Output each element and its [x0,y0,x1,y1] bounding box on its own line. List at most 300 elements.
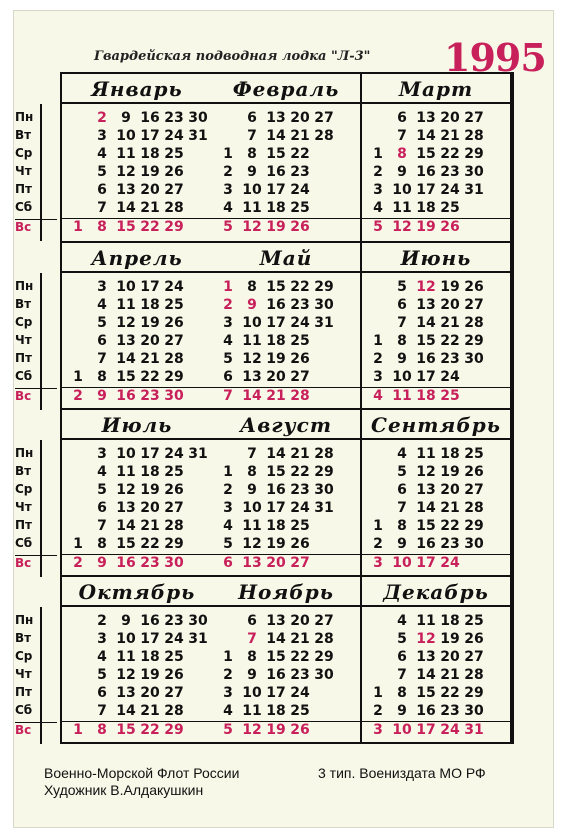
calendar-date: 15 [266,464,286,480]
weekday-label: Вт [15,631,32,645]
calendar-date: 27 [290,369,310,385]
week-row [212,518,362,536]
calendar-date: 22 [290,146,310,162]
calendar-date: 1 [223,279,233,295]
calendar-date: 17 [140,128,160,144]
weekday-divider [40,104,42,241]
calendar-date: 17 [416,555,436,571]
calendar-date: 3 [223,315,233,331]
calendar-date: 27 [464,110,484,126]
footer-printer: 3 тип. Воениздата МО РФ [318,765,486,781]
calendar-date: 15 [116,722,136,738]
calendar-date: 26 [290,351,310,367]
calendar-date: 25 [464,446,484,462]
week-row [362,667,512,685]
calendar-date: 28 [290,388,310,404]
calendar-date: 14 [416,500,436,516]
calendar-date: 16 [140,110,160,126]
calendar-date: 29 [464,685,484,701]
month-name: Июль [62,410,212,440]
month-name: Декабрь [362,577,510,607]
weekday-label: Вс [15,555,57,570]
footer-publisher: Военно-Морской Флот России [44,765,240,781]
calendar-date: 2 [73,555,83,571]
weekday-label: Чт [15,500,32,514]
calendar-date: 3 [373,555,383,571]
calendar-date: 10 [242,315,262,331]
week-row [362,500,512,518]
calendar-date: 6 [97,333,107,349]
calendar-date: 7 [397,128,407,144]
calendar-date: 14 [266,631,286,647]
calendar-date: 11 [116,464,136,480]
calendar-date: 11 [116,146,136,162]
calendar-date: 31 [314,315,334,331]
calendar-date: 29 [314,279,334,295]
calendar-date: 15 [416,333,436,349]
calendar-date: 5 [97,667,107,683]
calendar-date: 26 [164,482,184,498]
calendar-date: 6 [397,482,407,498]
calendar-date: 22 [290,464,310,480]
calendar-date: 7 [97,703,107,719]
weekday-label: Сб [15,536,33,550]
weekday-label: Ср [15,482,33,496]
calendar-date: 21 [440,315,460,331]
calendar-date: 7 [397,667,407,683]
calendar-date: 5 [223,351,233,367]
calendar-date: 21 [290,446,310,462]
calendar-date: 28 [464,128,484,144]
calendar-date: 24 [440,555,460,571]
week-row [362,685,512,703]
week-row [62,554,212,573]
calendar-date: 25 [164,464,184,480]
calendar-date: 4 [223,333,233,349]
calendar-date: 29 [314,464,334,480]
calendar-date: 7 [223,388,233,404]
calendar-date: 25 [290,333,310,349]
calendar-date: 20 [290,110,310,126]
calendar-date: 10 [392,182,412,198]
calendar-date: 29 [464,333,484,349]
calendar-date: 8 [97,219,107,235]
calendar-date: 3 [373,182,383,198]
calendar-date: 19 [266,351,286,367]
calendar-date: 15 [416,146,436,162]
calendar-date: 6 [247,613,257,629]
calendar-date: 11 [116,297,136,313]
weekday-label: Вс [15,219,57,234]
calendar-date: 30 [464,703,484,719]
calendar-date: 27 [164,685,184,701]
month-name: Апрель [62,243,212,273]
calendar-date: 8 [397,518,407,534]
calendar-date: 11 [392,388,412,404]
week-row [362,464,512,482]
calendar-date: 11 [242,333,262,349]
calendar-date: 20 [266,369,286,385]
calendar-date: 15 [116,369,136,385]
calendar-date: 16 [116,388,136,404]
calendar-date: 13 [116,182,136,198]
calendar-date: 23 [440,703,460,719]
month-name: Август [212,410,360,440]
calendar-date: 15 [116,219,136,235]
calendar-date: 10 [116,631,136,647]
calendar-date: 26 [290,219,310,235]
calendar-date: 28 [164,351,184,367]
quarter-row [15,408,512,577]
calendar-date: 22 [440,146,460,162]
month-name: Май [212,243,360,273]
calendar-date: 19 [440,464,460,480]
calendar-date: 7 [97,518,107,534]
calendar-date: 5 [97,164,107,180]
weekday-label: Чт [15,164,32,178]
weekday-label: Сб [15,703,33,717]
weekday-label: Пн [15,110,34,124]
calendar-date: 2 [373,351,383,367]
calendar-date: 20 [140,685,160,701]
calendar-date: 28 [464,315,484,331]
calendar-date: 24 [440,182,460,198]
calendar-date: 10 [116,128,136,144]
calendar-date: 4 [223,518,233,534]
calendar-date: 9 [121,110,131,126]
week-row [362,721,512,740]
calendar-date: 18 [140,464,160,480]
week-row [212,721,362,740]
week-row [212,128,362,146]
calendar-date: 5 [97,315,107,331]
quarter-row [15,575,512,744]
calendar-date: 22 [440,333,460,349]
week-row [212,146,362,164]
calendar-date: 7 [247,631,257,647]
calendar-date: 21 [290,631,310,647]
week-row [212,200,362,218]
calendar-date: 29 [464,518,484,534]
calendar-date: 17 [140,446,160,462]
weekday-divider [40,607,42,744]
calendar-date: 9 [97,388,107,404]
calendar-date: 1 [73,369,83,385]
calendar-date: 23 [290,667,310,683]
calendar-date: 1 [373,146,383,162]
calendar-date: 15 [266,279,286,295]
calendar-date: 5 [397,631,407,647]
calendar-date: 15 [266,649,286,665]
calendar-date: 15 [416,518,436,534]
calendar-date: 30 [314,482,334,498]
calendar-date: 13 [416,110,436,126]
calendar-date: 29 [164,369,184,385]
calendar-date: 28 [314,631,334,647]
week-row [212,536,362,554]
calendar-date: 6 [97,182,107,198]
calendar-date: 5 [223,536,233,552]
week-row [362,703,512,721]
calendar-grid [15,72,514,744]
calendar-date: 27 [314,613,334,629]
week-row [62,182,212,200]
calendar-date: 25 [290,703,310,719]
calendar-date: 14 [116,703,136,719]
calendar-date: 16 [416,164,436,180]
calendar-date: 14 [416,667,436,683]
calendar-date: 30 [314,667,334,683]
calendar-date: 25 [164,297,184,313]
calendar-date: 8 [397,685,407,701]
calendar-date: 29 [314,649,334,665]
calendar-date: 24 [164,279,184,295]
week-row [62,315,212,333]
calendar-date: 17 [266,500,286,516]
calendar-date: 5 [97,482,107,498]
weekday-label: Пн [15,446,34,460]
week-row [212,703,362,721]
week-row [362,182,512,200]
calendar-date: 8 [97,369,107,385]
calendar-date: 1 [73,722,83,738]
calendar-date: 26 [164,667,184,683]
calendar-date: 14 [416,315,436,331]
calendar-date: 4 [373,200,383,216]
calendar-date: 22 [140,369,160,385]
calendar-date: 7 [97,351,107,367]
calendar-date: 22 [140,722,160,738]
calendar-date: 6 [397,649,407,665]
month-name: Июнь [362,243,510,273]
month-name: Октябрь [62,577,212,607]
calendar-date: 14 [266,446,286,462]
week-row [212,631,362,649]
week-row [62,164,212,182]
calendar-date: 9 [247,164,257,180]
calendar-date: 9 [397,164,407,180]
calendar-date: 19 [140,164,160,180]
week-row [62,667,212,685]
calendar-date: 8 [247,146,257,162]
calendar-date: 24 [164,446,184,462]
calendar-date: 3 [97,446,107,462]
week-row [212,315,362,333]
calendar-date: 17 [140,279,160,295]
calendar-date: 16 [140,613,160,629]
calendar-date: 19 [266,219,286,235]
calendar-date: 14 [116,351,136,367]
calendar-date: 13 [242,555,262,571]
calendar-date: 19 [416,219,436,235]
calendar-date: 9 [97,555,107,571]
week-row [362,518,512,536]
calendar-date: 5 [223,219,233,235]
calendar-date: 1 [373,518,383,534]
calendar-date: 28 [314,446,334,462]
calendar-date: 18 [416,388,436,404]
calendar-date: 23 [140,388,160,404]
calendar-date: 7 [397,315,407,331]
calendar-date: 12 [116,482,136,498]
calendar-date: 20 [266,555,286,571]
weekday-divider [40,273,42,410]
week-row [62,446,212,464]
calendar-date: 7 [97,200,107,216]
week-row [362,279,512,297]
calendar-date: 6 [397,110,407,126]
calendar-date: 25 [164,649,184,665]
calendar-date: 16 [116,555,136,571]
quarter-row [15,74,512,241]
calendar-date: 8 [97,722,107,738]
calendar-date: 31 [314,500,334,516]
calendar-date: 2 [223,667,233,683]
week-row [362,482,512,500]
footer-artist: Художник В.Алдакушкин [44,782,204,798]
week-row [362,218,512,237]
calendar-date: 23 [290,164,310,180]
month-block [362,243,512,410]
week-row [62,685,212,703]
calendar-date: 15 [116,536,136,552]
calendar-date: 20 [440,110,460,126]
week-row [362,351,512,369]
weekday-label: Вт [15,464,32,478]
calendar-date: 9 [397,536,407,552]
month-block [212,410,362,577]
calendar-date: 25 [464,613,484,629]
calendar-date: 29 [164,722,184,738]
calendar-date: 6 [223,369,233,385]
week-row [362,631,512,649]
quarter-row [15,241,512,410]
calendar-date: 20 [440,482,460,498]
month-block [62,243,212,410]
calendar-date: 31 [188,631,208,647]
calendar-date: 19 [440,631,460,647]
calendar-date: 24 [290,182,310,198]
calendar-date: 12 [416,464,436,480]
calendar-date: 26 [290,536,310,552]
calendar-date: 12 [242,219,262,235]
calendar-date: 4 [97,464,107,480]
calendar-date: 26 [464,279,484,295]
calendar-date: 17 [266,685,286,701]
calendar-date: 3 [223,685,233,701]
calendar-date: 10 [116,279,136,295]
calendar-date: 21 [140,351,160,367]
week-row [62,146,212,164]
calendar-date: 18 [140,297,160,313]
calendar-date: 14 [116,200,136,216]
calendar-date: 18 [266,333,286,349]
week-row [62,703,212,721]
calendar-date: 17 [266,182,286,198]
calendar-date: 31 [188,446,208,462]
calendar-date: 19 [266,536,286,552]
calendar-date: 21 [140,200,160,216]
calendar-date: 13 [266,613,286,629]
calendar-date: 25 [290,200,310,216]
calendar-date: 11 [242,703,262,719]
calendar-date: 4 [97,146,107,162]
calendar-date: 16 [266,482,286,498]
calendar-date: 11 [242,200,262,216]
weekday-label: Вт [15,297,32,311]
weekday-label: Пн [15,279,34,293]
calendar-date: 28 [164,518,184,534]
calendar-date: 2 [223,482,233,498]
calendar-date: 1 [73,219,83,235]
calendar-date: 20 [440,297,460,313]
month-block [362,74,512,241]
weekday-label: Пт [15,182,32,196]
week-row [212,649,362,667]
calendar-date: 12 [116,315,136,331]
calendar-date: 21 [266,388,286,404]
calendar-date: 2 [97,110,107,126]
weekday-label: Вс [15,388,57,403]
calendar-date: 25 [164,146,184,162]
week-row [62,218,212,237]
weekday-label: Пт [15,518,32,532]
calendar-date: 22 [140,536,160,552]
week-row [362,200,512,218]
calendar-date: 23 [290,482,310,498]
week-row [62,482,212,500]
calendar-date: 30 [464,164,484,180]
week-row [362,649,512,667]
calendar-date: 1 [373,333,383,349]
calendar-date: 7 [247,128,257,144]
weekday-label: Вт [15,128,32,142]
weekday-label: Пт [15,351,32,365]
calendar-date: 16 [416,536,436,552]
week-row [212,613,362,631]
calendar-date: 1 [73,536,83,552]
week-row [62,464,212,482]
calendar-date: 18 [440,613,460,629]
week-row [62,297,212,315]
calendar-date: 28 [464,667,484,683]
calendar-date: 10 [392,369,412,385]
calendar-date: 23 [290,297,310,313]
calendar-date: 12 [416,279,436,295]
calendar-date: 31 [464,182,484,198]
calendar-date: 6 [223,555,233,571]
calendar-date: 19 [140,315,160,331]
calendar-date: 28 [314,128,334,144]
week-row [62,536,212,554]
calendar-date: 26 [164,164,184,180]
calendar-year: 1995 [444,35,546,80]
week-row [362,128,512,146]
calendar-date: 29 [164,536,184,552]
calendar-date: 6 [97,500,107,516]
calendar-date: 22 [440,518,460,534]
calendar-date: 2 [223,164,233,180]
week-row [362,333,512,351]
week-row [362,164,512,182]
calendar-date: 25 [290,518,310,534]
month-block [62,577,212,744]
calendar-date: 19 [440,279,460,295]
calendar-date: 13 [116,500,136,516]
calendar-date: 10 [392,555,412,571]
week-row [212,482,362,500]
calendar-date: 19 [140,482,160,498]
